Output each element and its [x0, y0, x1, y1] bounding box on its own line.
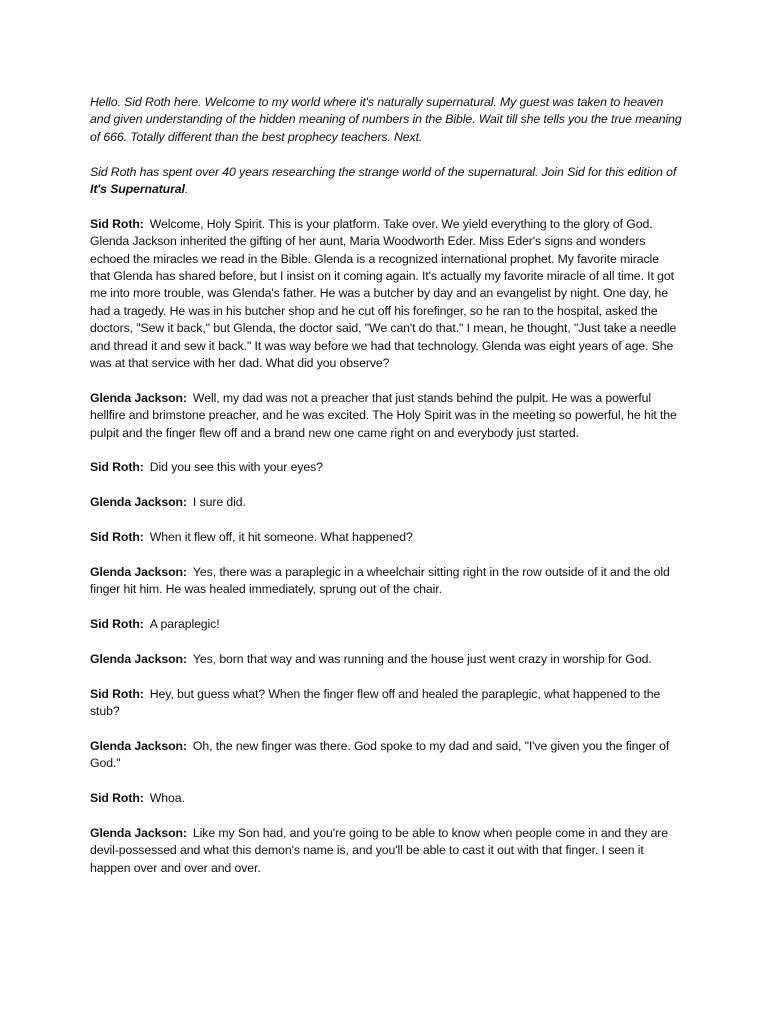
- speaker-label: Sid Roth:: [90, 617, 144, 632]
- dialogue-turn: [90, 738, 682, 773]
- speaker-label: Sid Roth:: [90, 216, 144, 231]
- dialogue-text: Did you see this with your eyes?: [149, 460, 323, 475]
- dialogue-turn: [90, 494, 682, 511]
- dialogue-turn: [90, 651, 682, 668]
- dialogue-turn: [90, 529, 682, 546]
- dialogue-text: When it flew off, it hit someone. What happened?: [149, 530, 413, 545]
- dialogue-turn: [90, 390, 682, 442]
- dialogue-text: Welcome, Holy Spirit. This is your platform. Take over. We yield everything to the glory of God. Glenda Jackson inherited the gifting of her aunt, Maria Woodworth Eder. Miss Eder's signs and wonders echoed the miracles we read in the Bible. Glenda is a recognized international prophet. My favorite miracle that Glenda has shared before, but I insist on it coming again. It's actually my favorite miracle of all time. It got me into more trouble, was Glenda's father. He was a butcher by day and an evangelist by night. One day, he had a tragedy. He was in his butcher shop and he cut off his forefinger, so he ran to the hospital, asked the doctors, "Sew it back," but Glenda, the doctor said, "We can't do that." I mean, he thought, "Just take a needle and thread it and sew it back." It was way before we had that technology. Glenda was eight years of age. She was at that service with her dad. What did you observe?: [90, 216, 677, 371]
- speaker-label: Sid Roth:: [90, 791, 144, 806]
- announcer-text: Sid Roth has spent over 40 years researching the strange world of the supernatural. Join Sid for this edition of: [90, 164, 677, 179]
- dialogue-turn: [90, 825, 682, 877]
- show-name: It's Supernatural: [90, 182, 185, 197]
- dialogue-text: Oh, the new finger was there. God spoke to my dad and said, "I've given you the finger of God.": [90, 738, 670, 771]
- dialogue-text: Like my Son had, and you're going to be able to know when people come in and they are devil-possessed and what this demon's name is, and you'll be able to cast it out with that finger. I seen it happen over and over and over.: [90, 825, 669, 875]
- dialogue-turn: [90, 790, 682, 807]
- announcer-paragraph: [90, 164, 682, 199]
- speaker-label: Glenda Jackson:: [90, 825, 187, 840]
- speaker-label: Glenda Jackson:: [90, 651, 187, 666]
- announcer-suffix: .: [184, 182, 189, 197]
- dialogue-text: Yes, born that way and was running and the house just went crazy in worship for God.: [192, 651, 652, 666]
- speaker-label: Glenda Jackson:: [90, 564, 187, 579]
- speaker-label: Glenda Jackson:: [90, 390, 187, 405]
- dialogue-text: Whoa.: [149, 791, 185, 806]
- dialogue-text: A paraplegic!: [149, 617, 220, 632]
- transcript-page: [90, 94, 682, 894]
- intro-paragraph: Hello. Sid Roth here. Welcome to my world where it's naturally supernatural. My guest was taken to heaven and given understanding of the hidden meaning of numbers in the Bible. Wait till she tells you the true meaning of 666. Totally different than the best prophecy teachers. Next.: [90, 95, 682, 144]
- dialogue-text: Yes, there was a paraplegic in a wheelchair sitting right in the row outside of it and the old finger hit him. He was healed immediately, sprung out of the chair.: [90, 564, 670, 597]
- dialogue-turn: [90, 686, 682, 721]
- dialogue-text: Well, my dad was not a preacher that just stands behind the pulpit. He was a powerful hellfire and brimstone preacher, and he was excited. The Holy Spirit was in the meeting so powerful, he hit the pulpit and the finger flew off and a brand new one came right on and everybody just started.: [90, 390, 677, 440]
- speaker-label: Sid Roth:: [90, 686, 144, 701]
- dialogue-text: Hey, but guess what? When the finger flew off and healed the paraplegic, what happened to the stub?: [90, 686, 661, 719]
- dialogue-turn: [90, 616, 682, 633]
- dialogue-text: I sure did.: [192, 495, 246, 510]
- speaker-label: Sid Roth:: [90, 530, 144, 545]
- speaker-label: Sid Roth:: [90, 460, 144, 475]
- dialogue-turn: [90, 564, 682, 599]
- dialogue-turn: [90, 216, 682, 373]
- dialogue-turn: [90, 459, 682, 476]
- speaker-label: Glenda Jackson:: [90, 738, 187, 753]
- speaker-label: Glenda Jackson:: [90, 495, 187, 510]
